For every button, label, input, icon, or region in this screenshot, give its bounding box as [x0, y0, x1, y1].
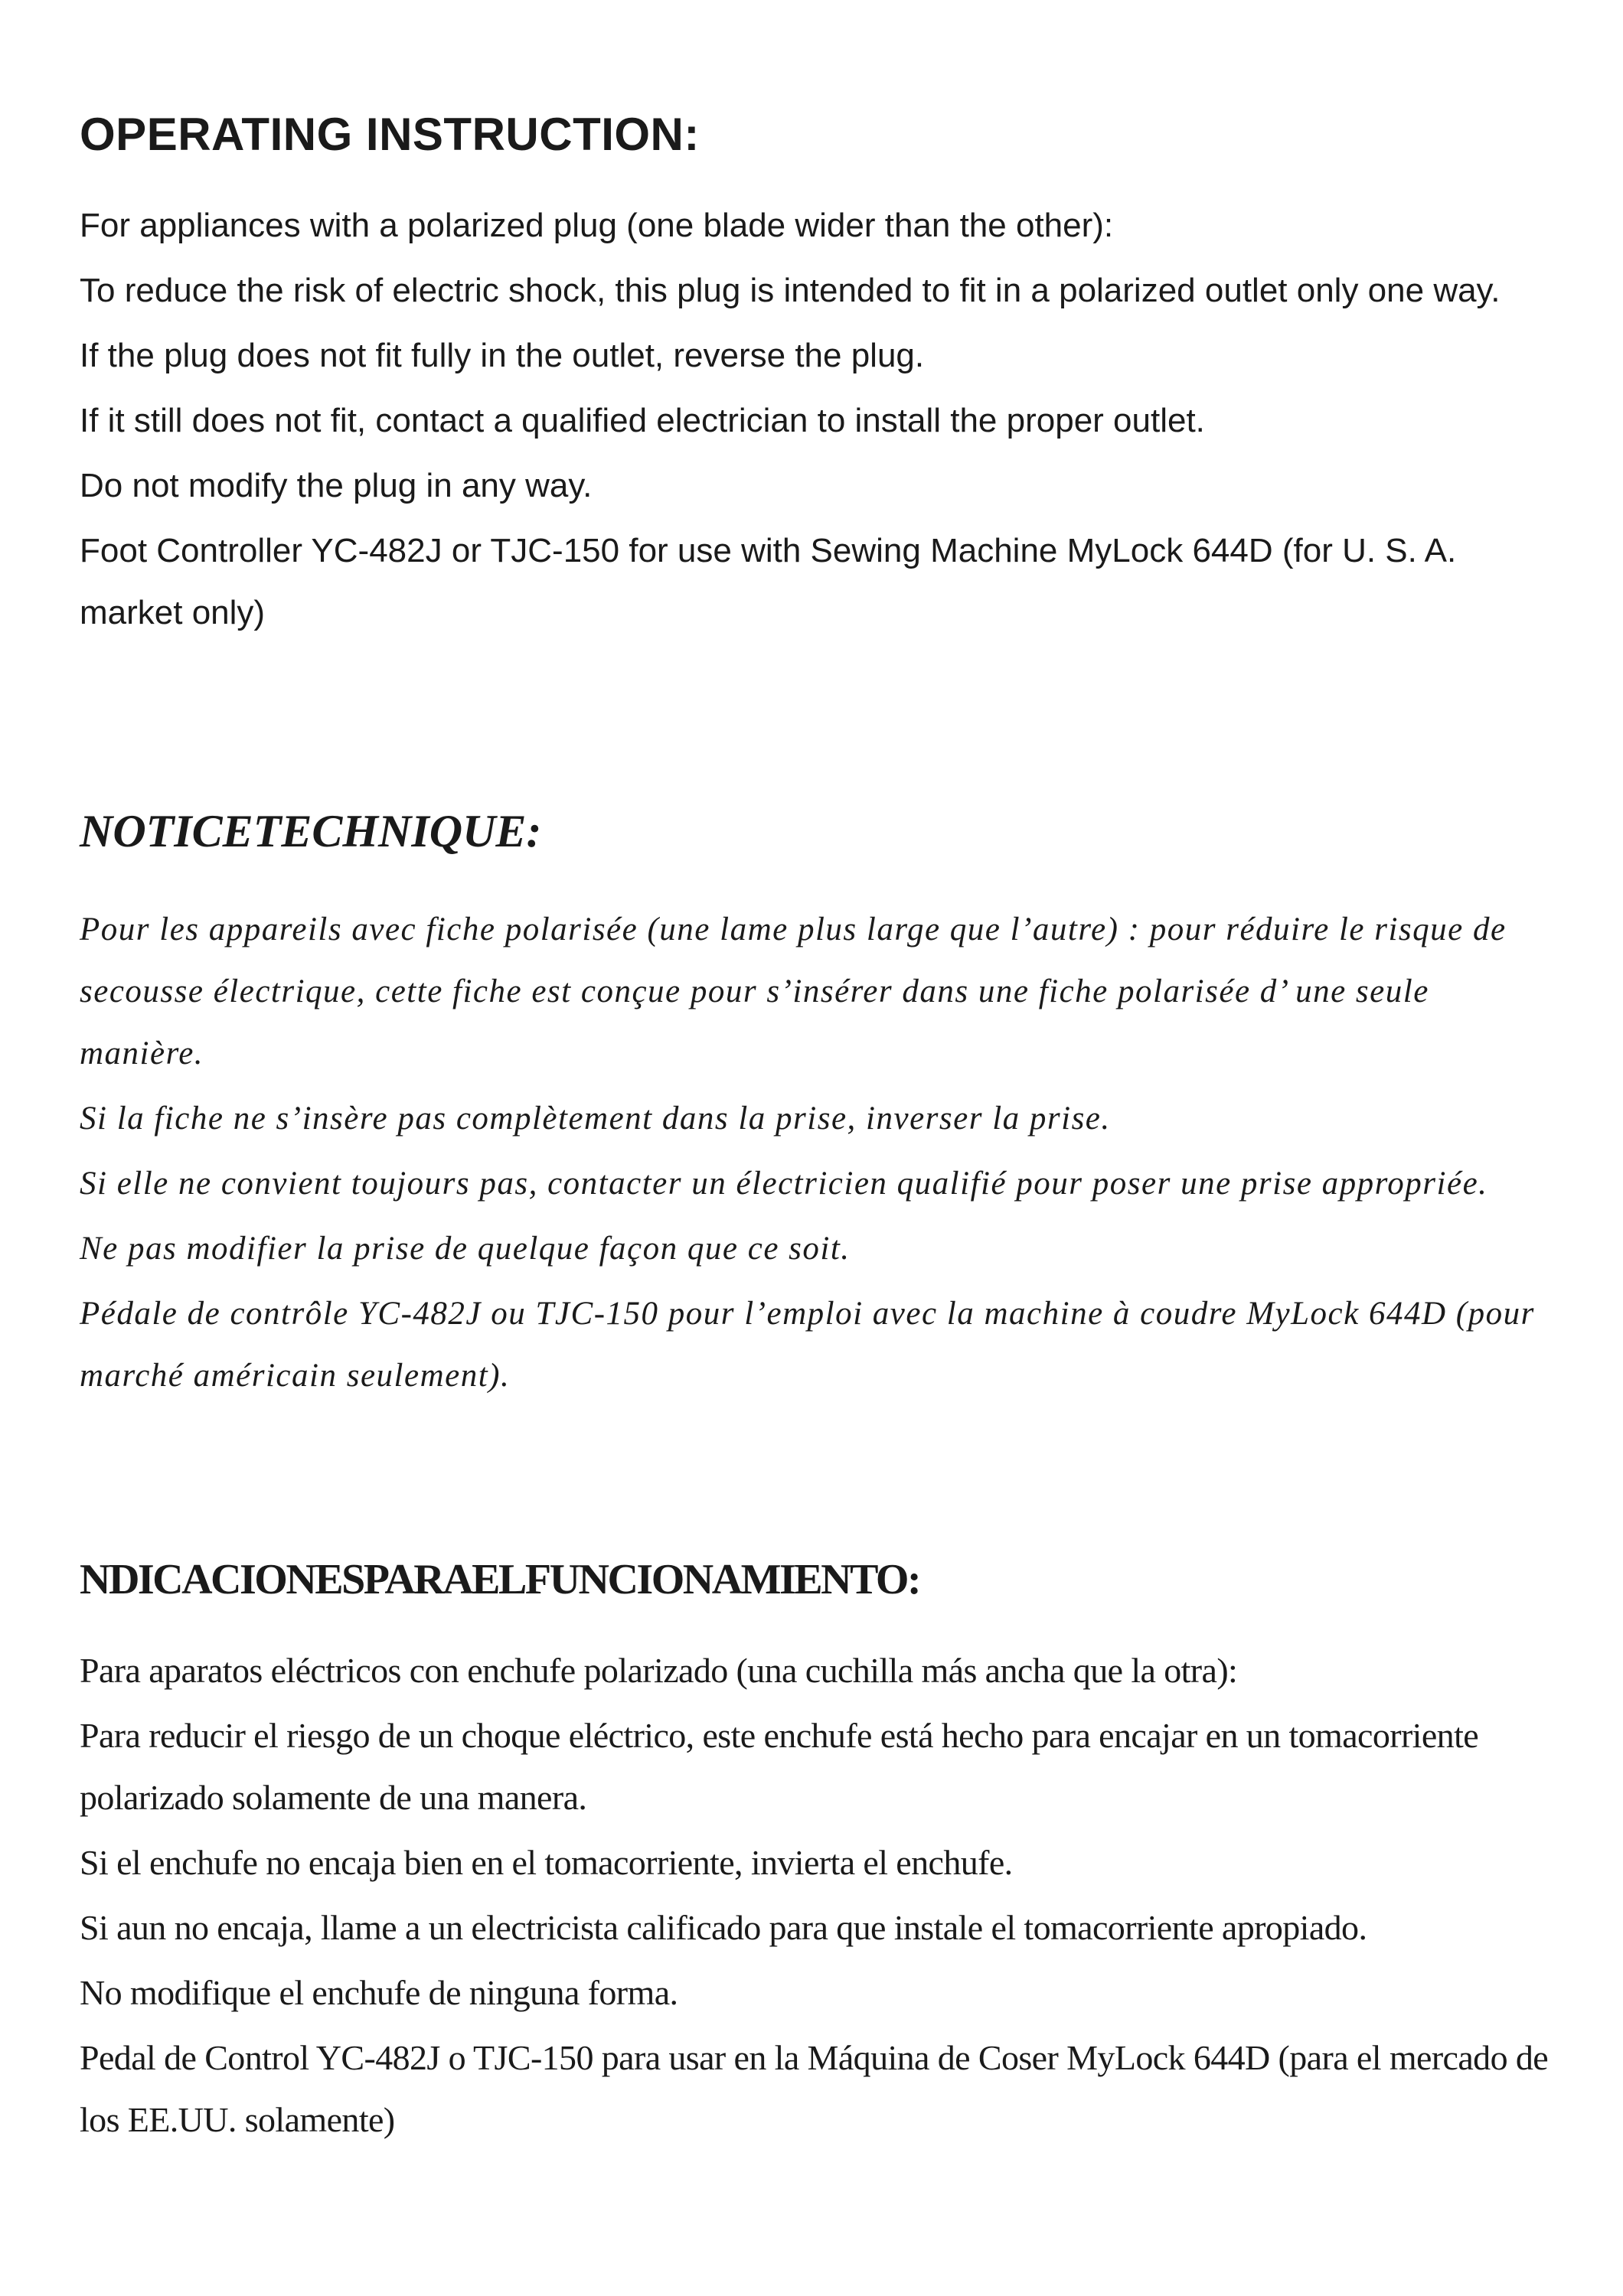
french-section — [80, 794, 1557, 1410]
spanish-paragraph-contact-electrician: Si aun no encaja, llame a un electricista calificado para que instale el tomacorriente apropiado. — [80, 1908, 1367, 1947]
spanish-paragraph-shock-risk: Para reducir el riesgo de un choque eléctrico, este enchufe está hecho para encajar en un tomacorriente polarizado solamente de una manera. — [80, 1716, 1479, 1817]
spanish-paragraph-reverse-plug: Si el enchufe no encaja bien en el tomacorriente, invierta el enchufe. — [80, 1843, 1013, 1882]
spanish-paragraph-foot-controller: Pedal de Control YC-482J o TJC-150 para usar en la Máquina de Coser MyLock 644D (para el mercado de los EE.UU. solamente) — [80, 2038, 1549, 2139]
english-paragraph-foot-controller: Foot Controller YC-482J or TJC-150 for use with Sewing Machine MyLock 644D (for U. S. A. market only) — [80, 532, 1457, 631]
english-heading: OPERATING INSTRUCTION: — [80, 109, 700, 160]
spanish-section — [80, 1543, 1557, 2154]
english-paragraph-reverse-plug: If the plug does not fit fully in the outlet, reverse the plug. — [80, 337, 925, 374]
english-section — [80, 98, 1557, 647]
french-paragraph-foot-controller: Pédale de contrôle YC-482J ou TJC-150 pour l’emploi avec la machine à coudre MyLock 644D (pour marché américain seulement). — [80, 1296, 1535, 1394]
english-paragraph-do-not-modify: Do not modify the plug in any way. — [80, 467, 593, 504]
french-heading: NOTICETECHNIQUE: — [80, 806, 542, 856]
spanish-paragraph-do-not-modify: No modifique el enchufe de ninguna forma. — [80, 1973, 678, 2012]
french-paragraph-reverse-plug: Si la fiche ne s’insère pas complètement dans la prise, inverser la prise. — [80, 1101, 1111, 1137]
english-paragraph-polarized-plug: For appliances with a polarized plug (one blade wider than the other): — [80, 207, 1114, 244]
french-paragraph-do-not-modify: Ne pas modifier la prise de quelque façon que ce soit. — [80, 1231, 851, 1267]
english-paragraph-contact-electrician: If it still does not fit, contact a qualified electrician to install the proper outlet. — [80, 402, 1205, 439]
english-paragraph-shock-risk: To reduce the risk of electric shock, this plug is intended to fit in a polarized outlet only one way. — [80, 272, 1501, 309]
french-paragraph-polarized-plug: Pour les appareils avec fiche polarisée (une lame plus large que l’autre) : pour réduire le risque de secousse électrique, cette fiche est conçue pour s’insérer dans une fiche polarisée d’ une seule manière. — [80, 912, 1507, 1071]
french-paragraph-contact-electrician: Si elle ne convient toujours pas, contacter un électricien qualifié pour poser une prise appropriée. — [80, 1166, 1488, 1202]
spanish-heading: NDICACIONESPARAELFUNCIONAMIENTO: — [80, 1556, 920, 1603]
spanish-paragraph-polarized-plug: Para aparatos eléctricos con enchufe polarizado (una cuchilla más ancha que la otra): — [80, 1651, 1238, 1690]
